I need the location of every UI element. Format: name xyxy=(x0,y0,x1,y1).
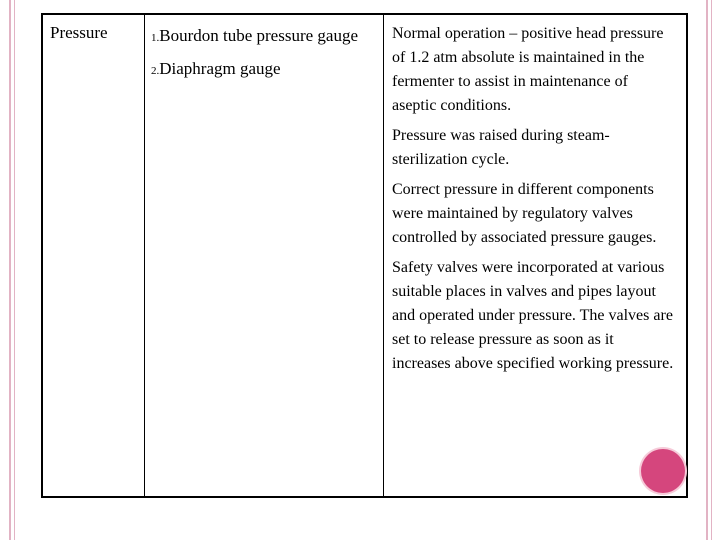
device-label: Bourdon tube pressure gauge xyxy=(159,26,359,45)
list-item xyxy=(151,24,375,50)
decorative-circle xyxy=(641,449,685,493)
note-paragraph: Safety valves were incorporated at various suitable places in valves and pipes layout and operated under pressure. The valves are set to release pressure as soon as it increases above specified working pressure. xyxy=(392,259,674,372)
list-number: 2. xyxy=(151,65,160,77)
notes-cell xyxy=(384,14,688,497)
right-decorative-line-thin xyxy=(711,0,712,540)
notes-block xyxy=(384,15,686,376)
table-row xyxy=(42,14,687,497)
right-decorative-line xyxy=(706,0,708,540)
device-cell xyxy=(145,14,384,497)
note-paragraph: Correct pressure in different components were maintained by regulatory valves controlled by associated pressure gauges. xyxy=(392,181,657,246)
note-paragraph: Normal operation – positive head pressure of 1.2 atm absolute is maintained in the fermenter to assist in maintenance of aseptic conditions. xyxy=(392,25,664,114)
device-label: Diaphragm gauge xyxy=(159,59,281,78)
device-list xyxy=(145,15,383,83)
parameter-cell xyxy=(42,14,145,497)
parameter-label: Pressure xyxy=(50,23,108,42)
left-decorative-line xyxy=(9,0,11,540)
left-decorative-line-thin xyxy=(14,0,15,540)
list-number: 1. xyxy=(151,32,160,44)
slide-table xyxy=(41,13,688,498)
list-item xyxy=(151,57,375,83)
note-paragraph: Pressure was raised during steam-sterilization cycle. xyxy=(392,127,610,168)
